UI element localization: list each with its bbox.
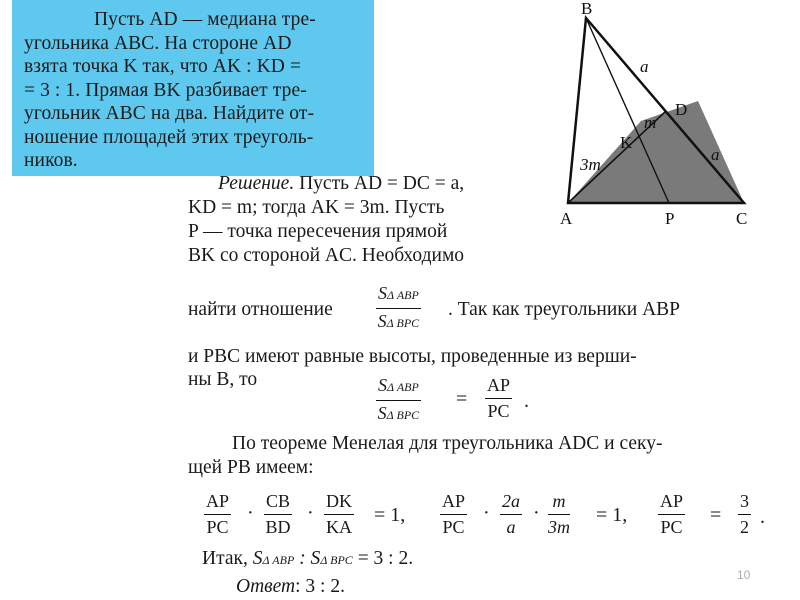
problem-line: взята точка K так, что AK : KD = bbox=[24, 56, 302, 77]
problem-line: ников. bbox=[24, 150, 78, 171]
label-p: P bbox=[665, 209, 675, 228]
equals-one: = 1, bbox=[596, 504, 628, 526]
fraction-ap-pc: $\frac{AP}{PC}$ bbox=[442, 491, 466, 537]
solution-text: P — точка пересечения прямой bbox=[188, 221, 448, 242]
since-text: . Так как треугольники ABP bbox=[448, 299, 681, 320]
fraction-2a-a: $\frac{2a}{a}$ bbox=[502, 491, 520, 537]
heights-text: ны B, то bbox=[188, 369, 258, 390]
fraction-dk-ka: $\frac{DK}{KA}$ bbox=[326, 491, 352, 537]
problem-line: угольник ABC на два. Найдите от- bbox=[24, 103, 315, 124]
problem-box bbox=[12, 0, 374, 176]
problem-line: ношение площадей этих треуголь- bbox=[24, 126, 314, 148]
dot: · bbox=[247, 502, 254, 524]
problem-line: угольника ABC. На стороне AD bbox=[24, 32, 292, 54]
label-k: K bbox=[620, 133, 633, 152]
solution-text: Пусть AD = DC = a, bbox=[294, 173, 465, 194]
dot: · bbox=[307, 502, 314, 524]
fraction-cb-bd: $\frac{CB}{BD}$ bbox=[265, 491, 291, 537]
label-c: C bbox=[736, 209, 748, 228]
label-3m: 3m bbox=[580, 155, 601, 174]
solution-label: Решение. bbox=[218, 173, 295, 194]
equals-one: = 1, bbox=[374, 504, 406, 526]
problem-line: = 3 : 1. Прямая BK разбивает тре- bbox=[24, 79, 307, 101]
period: . bbox=[760, 506, 765, 528]
label-a-bottom: a bbox=[711, 145, 720, 164]
label-b: B bbox=[581, 0, 593, 18]
solution-text: KD = m; тогда AK = 3m. Пусть bbox=[188, 197, 445, 218]
page-number: 10 bbox=[737, 568, 751, 582]
problem-line: Пусть AD — медиана тре- bbox=[94, 9, 316, 30]
dot: · bbox=[483, 502, 490, 524]
ap-pc-fraction: $\frac{AP}{PC}$ bbox=[487, 375, 511, 421]
triangle-diagram bbox=[548, 0, 800, 232]
dot: · bbox=[533, 502, 540, 524]
triangle-figure bbox=[548, 0, 800, 232]
label-m: m bbox=[644, 113, 657, 132]
equals-sign: = bbox=[710, 504, 722, 526]
solution-text: BK со стороной AC. Необходимо bbox=[188, 245, 465, 266]
fraction-ap-pc: $\frac{AP}{PC}$ bbox=[660, 491, 684, 537]
heights-text: и PBC имеют равные высоты, проведенные из верши- bbox=[188, 346, 637, 367]
solution-paragraph bbox=[188, 172, 464, 268]
fraction-m-3m: $\frac{m}{3m}$ bbox=[548, 491, 570, 537]
area-ratio-fraction: SΔ ABP SΔ BPC bbox=[377, 283, 420, 331]
answer-line: Ответ: 3 : 2. bbox=[236, 576, 345, 597]
menelaus-text: По теореме Менелая для треугольника ADC и секу- bbox=[232, 433, 663, 454]
fraction-ap-pc: $\frac{AP}{PC}$ bbox=[206, 491, 230, 537]
fraction-3-2: $\frac{3}{2}$ bbox=[740, 491, 749, 537]
label-d: D bbox=[675, 100, 688, 119]
period: . bbox=[524, 390, 529, 412]
conclusion-line: Итак, SΔ ABP : SΔ BPC = 3 : 2. bbox=[202, 548, 414, 569]
label-a-vertex: A bbox=[560, 209, 573, 228]
find-text: найти отношение bbox=[188, 299, 333, 320]
label-a-top: a bbox=[640, 57, 649, 76]
menelaus-text: щей PB имеем: bbox=[188, 457, 314, 478]
equals-sign: = bbox=[456, 388, 468, 410]
area-ratio-fraction: SΔ ABP SΔ BPC bbox=[377, 375, 420, 423]
